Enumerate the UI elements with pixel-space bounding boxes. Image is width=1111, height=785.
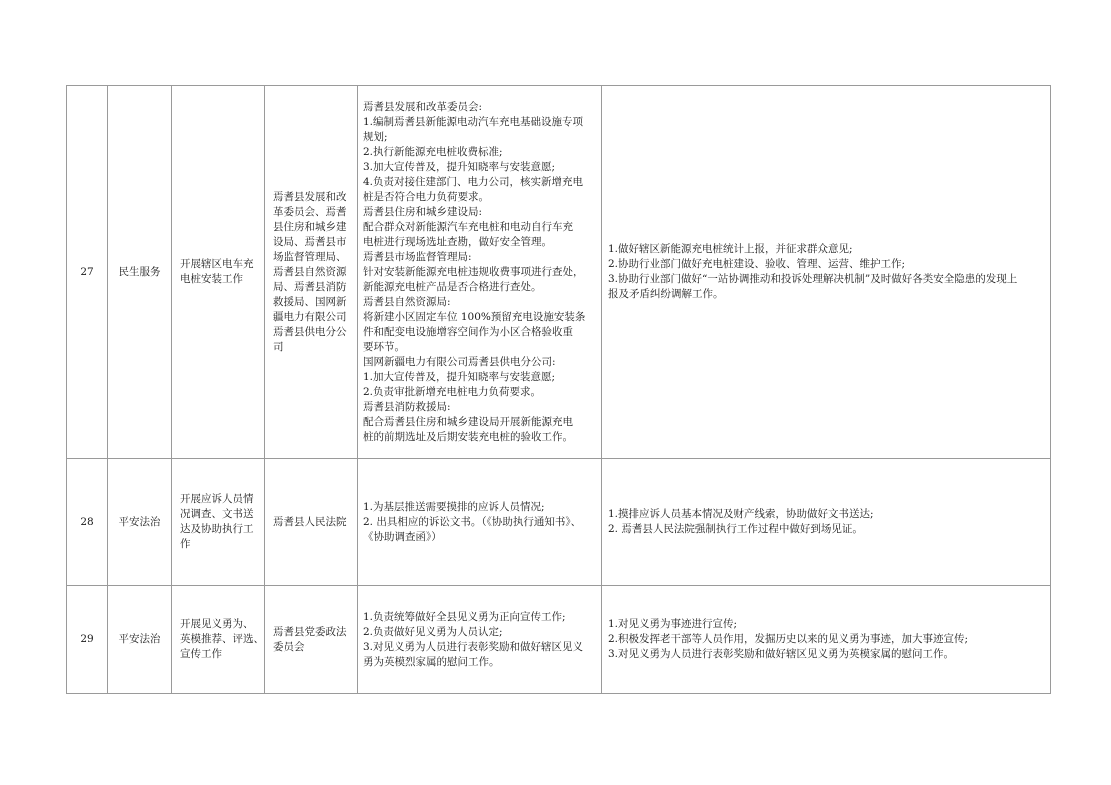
task-line: 况调查、文书送: [180, 508, 254, 520]
responsibility-cell: [358, 459, 602, 586]
department-line: 革委员会、焉耆: [273, 205, 347, 218]
table-row: [67, 459, 1051, 586]
assist-line: 3.协助行业部门做好“一站协调推动和投诉处理解决机制”及时做好各类安全隐患的发现上: [608, 273, 1018, 285]
duty-line: 1.负责统筹做好全县见义勇为正向宣传工作;: [363, 610, 566, 623]
task-line: 开展见义勇为、: [180, 618, 254, 630]
assist-line: 报及矛盾纠纷调解工作。: [608, 288, 724, 300]
duty-line: 桩的前期选址及后期安装充电桩的验收工作。: [363, 430, 573, 443]
row-number: 28: [67, 459, 108, 586]
table-row: [67, 586, 1051, 694]
department-cell: [265, 86, 358, 459]
assist-line: 3.对见义勇为人员进行表彰奖励和做好辖区见义勇为英模家属的慰问工作。: [608, 648, 955, 660]
department-line: 焉耆县供电分公: [273, 325, 347, 338]
department-line: 场监督管理局、: [273, 250, 347, 263]
category-cell: 平安法治: [108, 459, 172, 586]
table-row: [67, 86, 1051, 459]
duty-line: 将新建小区固定车位 100%预留充电设施安装条: [363, 310, 586, 323]
assist-line: 2.积极发挥老干部等人员作用，发掘历史以来的见义勇为事迹，加大事迹宣传;: [608, 633, 969, 645]
category-cell: 平安法治: [108, 586, 172, 694]
assist-line: 1.摸排应诉人员基本情况及财产线索，协助做好文书送达;: [608, 508, 874, 520]
task-line: 达及协助执行工: [180, 523, 254, 535]
row-number: 27: [67, 86, 108, 459]
duty-line: 焉耆县市场监督管理局:: [363, 250, 472, 263]
duty-line: 3.加大宣传普及，提升知晓率与安装意愿;: [363, 160, 556, 173]
duty-line: 焉耆县自然资源局:: [363, 295, 451, 308]
duty-line: 1.加大宣传普及，提升知晓率与安装意愿;: [363, 370, 556, 383]
assist-cell: [602, 86, 1051, 459]
department-line: 焉耆县党委政法: [273, 625, 347, 638]
duty-line: 针对安装新能源充电桩违规收费事项进行查处，: [363, 265, 584, 278]
department-cell: [265, 586, 358, 694]
task-line: 开展应诉人员情: [180, 493, 254, 505]
department-cell: [265, 459, 358, 586]
duty-line: 要环节。: [363, 340, 405, 353]
duty-line: 电桩进行现场选址查勘，做好安全管理。: [363, 235, 552, 248]
duty-line: 配合焉耆县住房和城乡建设局开展新能源充电: [363, 415, 573, 428]
responsibility-cell: [358, 86, 602, 459]
duty-line: 配合群众对新能源汽车充电桩和电动自行车充: [363, 220, 573, 233]
task-cell: [172, 586, 265, 694]
duty-line: 1.为基层推送需要摸排的应诉人员情况;: [363, 500, 545, 513]
department-line: 焉耆县自然资源: [273, 265, 347, 278]
duty-line: 新能源充电桩产品是否合格进行查处。: [363, 280, 542, 293]
duty-line: 焉耆县住房和城乡建设局:: [363, 205, 483, 218]
department-line: 县住房和城乡建: [273, 220, 347, 233]
task-cell: [172, 86, 265, 459]
department-line: 焉耆县发展和改: [273, 190, 347, 203]
assist-cell: [602, 586, 1051, 694]
duty-line: 2.执行新能源充电桩收费标准;: [363, 145, 503, 158]
duty-line: 规划;: [363, 130, 388, 143]
department-line: 委员会: [273, 640, 305, 653]
duty-line: 国网新疆电力有限公司焉耆县供电分公司:: [363, 355, 556, 368]
duty-line: 件和配变电设施增容空间作为小区合格验收重: [363, 325, 573, 338]
task-line: 电桩安装工作: [180, 273, 243, 285]
responsibility-table: [66, 85, 1051, 694]
assist-line: 1.对见义勇为事迹进行宣传;: [608, 618, 738, 630]
task-line: 作: [180, 538, 191, 550]
assist-line: 2. 焉耆县人民法院强制执行工作过程中做好到场见证。: [608, 523, 863, 535]
department-line: 司: [273, 340, 284, 353]
duty-line: 桩是否符合电力负荷要求。: [363, 190, 489, 203]
task-line: 开展辖区电车充: [180, 258, 254, 270]
task-line: 英模推荐、评选、: [180, 633, 264, 645]
department-line: 设局、焉耆县市: [273, 235, 347, 248]
row-number: 29: [67, 586, 108, 694]
duty-line: 2.负责做好见义勇为人员认定;: [363, 625, 503, 638]
department-line: 局、焉耆县消防: [273, 280, 347, 293]
duty-line: 焉耆县发展和改革委员会:: [363, 100, 483, 113]
duty-line: 焉耆县消防救援局:: [363, 400, 451, 413]
assist-line: 2.协助行业部门做好充电桩建设、验收、管理、运营、维护工作;: [608, 258, 906, 270]
duty-line: 2. 出具相应的诉讼文书。（《协助执行通知书》、: [363, 515, 582, 528]
duty-line: 1.编制焉耆县新能源电动汽车充电基础设施专项: [363, 115, 584, 128]
assist-line: 1.做好辖区新能源充电桩统计上报，并征求群众意见;: [608, 243, 853, 255]
category-cell: 民生服务: [108, 86, 172, 459]
responsibility-cell: [358, 586, 602, 694]
assist-cell: [602, 459, 1051, 586]
department-line: 焉耆县人民法院: [273, 515, 347, 528]
department-line: 救援局、国网新: [273, 295, 347, 308]
task-line: 宣传工作: [180, 648, 222, 660]
department-line: 疆电力有限公司: [273, 310, 347, 323]
task-cell: [172, 459, 265, 586]
duty-line: 4.负责对接住建部门、电力公司，核实新增充电: [363, 175, 584, 188]
duty-line: 3.对见义勇为人员进行表彰奖励和做好辖区见义: [363, 640, 584, 653]
duty-line: 《协助调查函》）: [363, 530, 442, 543]
duty-line: 2.负责审批新增充电桩电力负荷要求。: [363, 385, 542, 398]
duty-line: 勇为英模烈家属的慰问工作。: [363, 655, 500, 668]
